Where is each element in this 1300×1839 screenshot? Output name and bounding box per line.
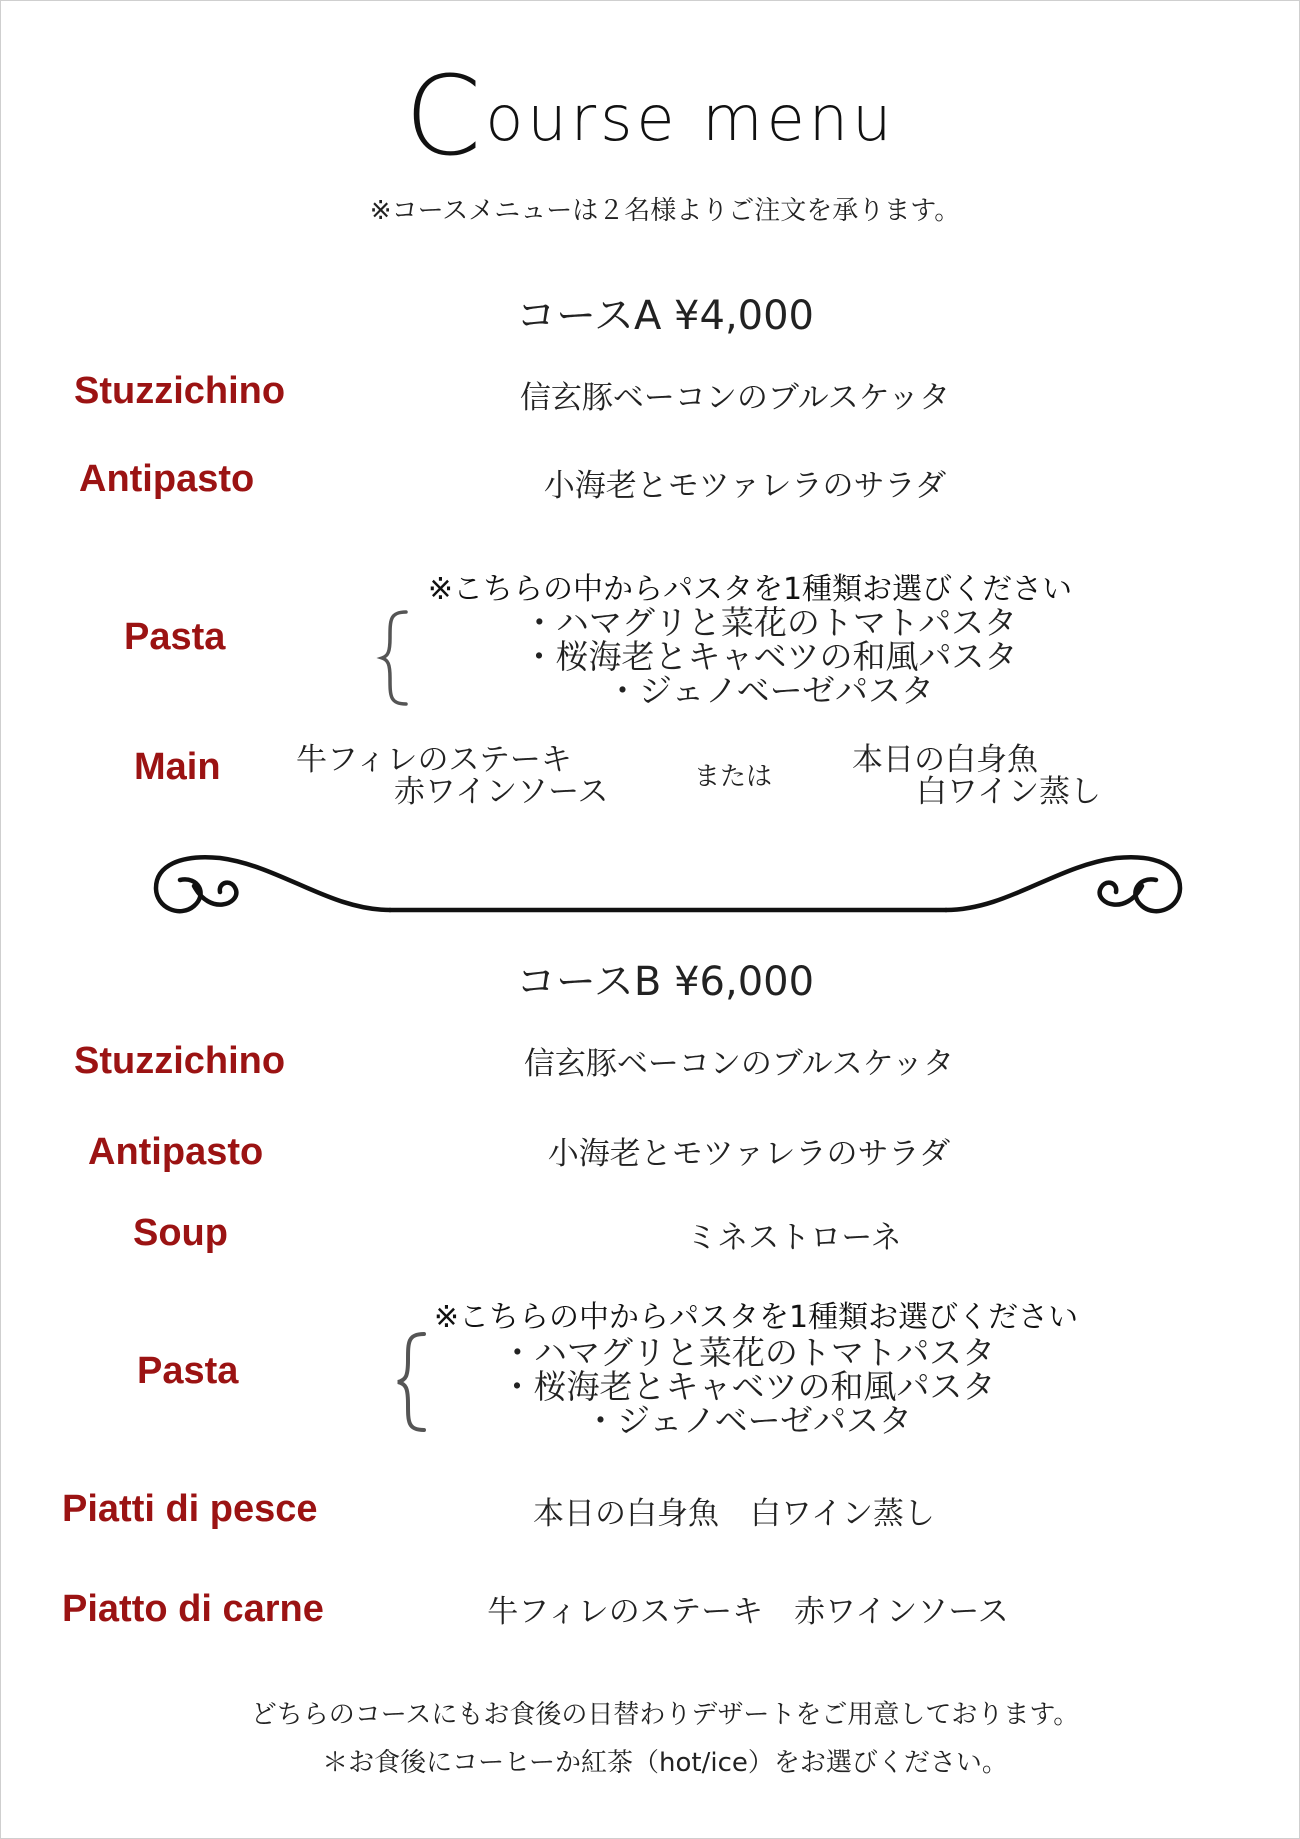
course-a-main-label: Main [134, 746, 221, 788]
footer-drink-note: ＊お食後にコーヒーか紅茶（hot/ice）をお選びください。 [322, 1748, 1008, 1778]
ornament-divider [150, 846, 1186, 926]
course-b-pasta-brace [394, 1330, 428, 1434]
course-a-pasta-brace [378, 608, 412, 708]
course-a-stuzzichino-label: Stuzzichino [74, 370, 286, 412]
title-rest: ourse menu [485, 82, 896, 155]
course-b-heading: コースB ¥6,000 [515, 959, 815, 1005]
course-b-soup-label: Soup [133, 1212, 228, 1254]
footer-dessert-note: どちらのコースにもお食後の日替わりデザートをご用意しております。 [250, 1700, 1080, 1730]
pasta-option: ・ハマグリと菜花のトマトパスタ [522, 603, 1018, 642]
course-a-antipasto-dish: 小海老とモツァレラのサラダ [543, 468, 947, 504]
course-a-main-option2-line2: 白ワイン蒸し [916, 774, 1102, 810]
course-b-pasta-label: Pasta [137, 1350, 239, 1392]
course-b-carne-label: Piatto di carne [62, 1588, 324, 1630]
course-b-stuzzichino-label: Stuzzichino [74, 1040, 286, 1082]
course-a-stuzzichino-dish: 信玄豚ベーコンのブルスケッタ [519, 380, 951, 416]
course-b-antipasto-label: Antipasto [88, 1131, 264, 1173]
page-title [0, 52, 1300, 180]
course-a-pasta-options [490, 603, 1050, 710]
order-note: ※コースメニューは２名様よりご注文を承ります。 [369, 196, 961, 226]
course-a-pasta-label: Pasta [124, 616, 226, 658]
course-b-pesce-label: Piatti di pesce [62, 1488, 318, 1530]
pasta-option: ・ジェノベーゼパスタ [605, 671, 935, 710]
course-b-pasta-intro: ※こちらの中からパスタを1種類お選びください [433, 1300, 1079, 1335]
course-a-pasta-intro: ※こちらの中からパスタを1種類お選びください [427, 572, 1073, 607]
title-initial: C [404, 52, 486, 180]
course-a-main-option1-line2: 赤ワインソース [394, 774, 609, 810]
course-a-antipasto-label: Antipasto [79, 458, 255, 500]
course-b-soup-dish: ミネストローネ [686, 1220, 902, 1256]
course-a-heading: コースA ¥4,000 [515, 293, 815, 339]
course-a-main-option2-line1: 本日の白身魚 [852, 742, 1038, 778]
course-b-pasta-options [468, 1333, 1028, 1440]
course-a-main-or: または [694, 762, 773, 792]
course-b-antipasto-dish: 小海老とモツァレラのサラダ [547, 1136, 951, 1172]
pasta-option: ・桜海老とキャベツの和風パスタ [522, 637, 1018, 676]
pasta-option: ・桜海老とキャベツの和風パスタ [500, 1367, 996, 1406]
pasta-option: ・ジェノベーゼパスタ [583, 1401, 913, 1440]
pasta-option: ・ハマグリと菜花のトマトパスタ [500, 1333, 996, 1372]
course-b-pesce-dish: 本日の白身魚 白ワイン蒸し [532, 1496, 936, 1532]
course-a-main-option1-line1: 牛フィレのステーキ [296, 742, 572, 778]
course-b-carne-dish: 牛フィレのステーキ 赤ワインソース [487, 1594, 1009, 1630]
course-b-stuzzichino-dish: 信玄豚ベーコンのブルスケッタ [523, 1046, 955, 1082]
